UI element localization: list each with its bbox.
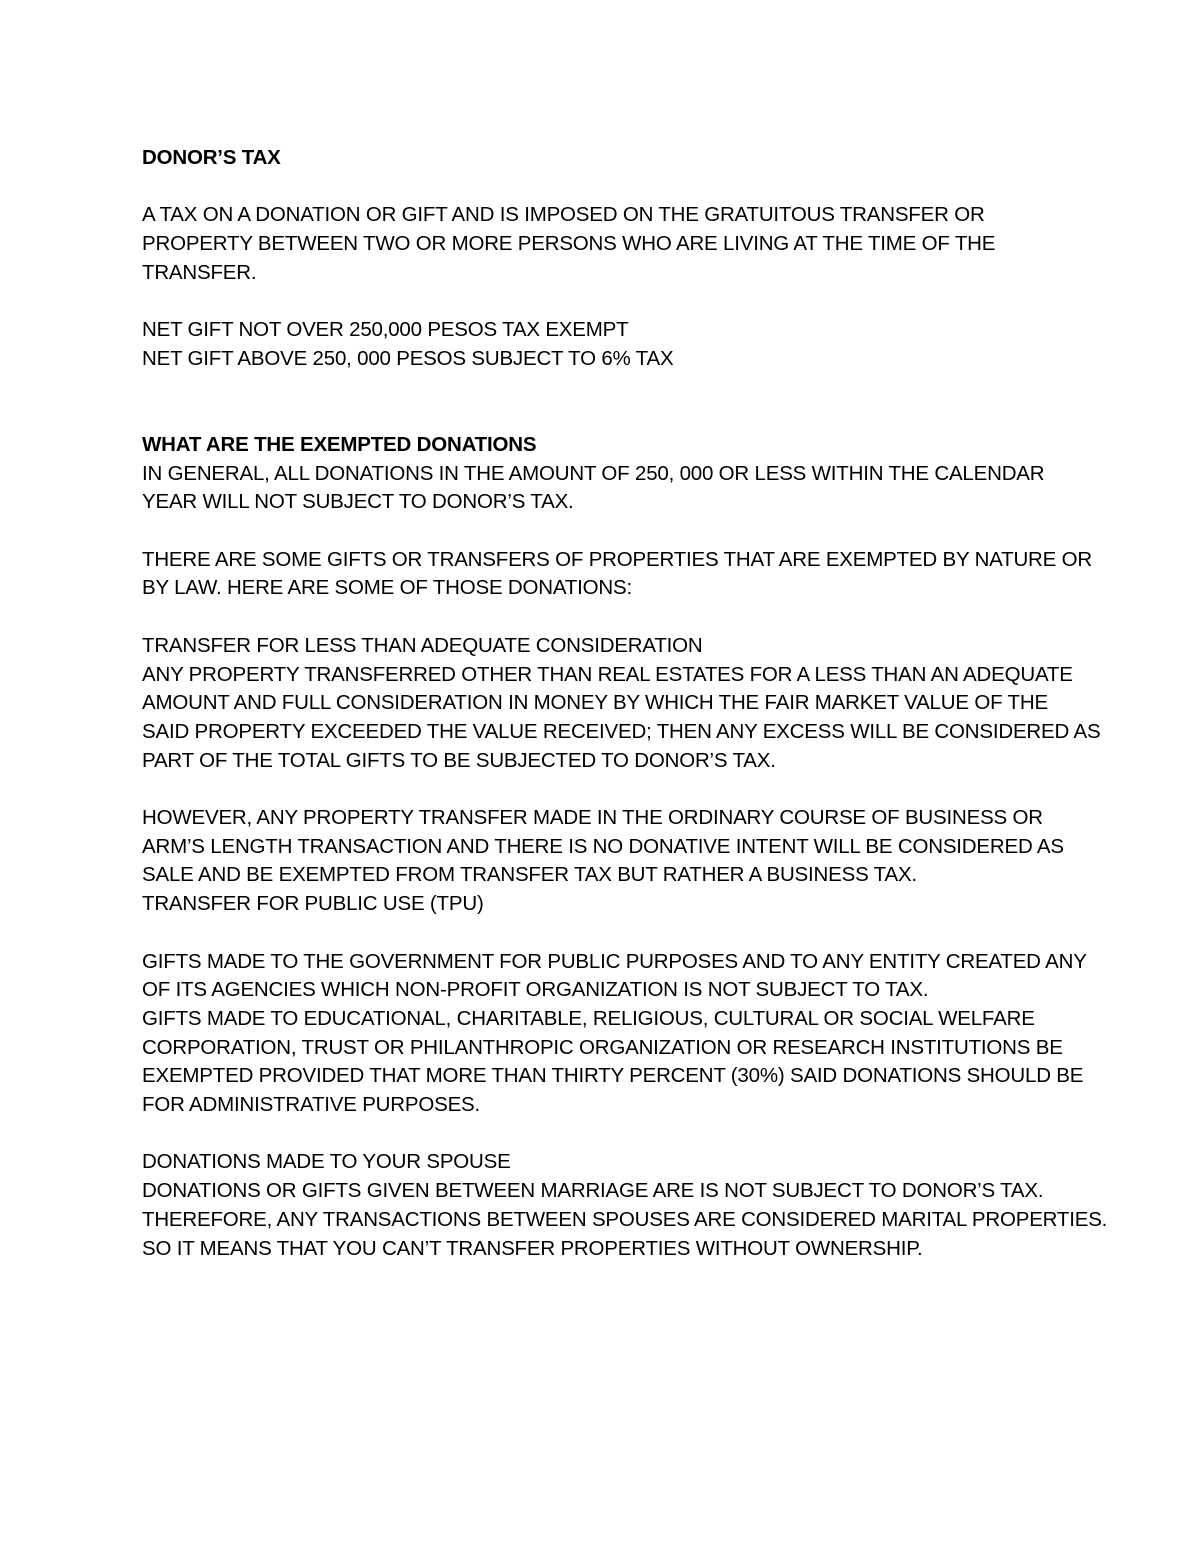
intro-paragraph (142, 201, 1082, 287)
paragraph-gap (142, 374, 1082, 403)
text-line: DONATIONS OR GIFTS GIVEN BETWEEN MARRIAGE ARE IS NOT SUBJECT TO DONOR’S TAX. (142, 1179, 1044, 1203)
text-line: EXEMPTED PROVIDED THAT MORE THAN THIRTY PERCENT (30%) SAID DONATIONS SHOULD BE (142, 1064, 1084, 1088)
text-line: THERE ARE SOME GIFTS OR TRANSFERS OF PROPERTIES THAT ARE EXEMPTED BY NATURE OR (142, 547, 1092, 571)
text-line: HOWEVER, ANY PROPERTY TRANSFER MADE IN THE ORDINARY COURSE OF BUSINESS OR (142, 806, 1043, 830)
exempted-heading: WHAT ARE THE EXEMPTED DONATIONS (142, 432, 537, 456)
paragraph-gap (142, 1120, 1082, 1149)
text-line: SAID PROPERTY EXCEEDED THE VALUE RECEIVED; THEN ANY EXCESS WILL BE CONSIDERED AS (142, 719, 1101, 743)
document-body (142, 144, 1108, 1263)
exempted-general-paragraph (142, 460, 1082, 517)
text-line: OF ITS AGENCIES WHICH NON-PROFIT ORGANIZATION IS NOT SUBJECT TO TAX. (142, 978, 929, 1002)
exempted-nature-paragraph (142, 546, 1092, 603)
paragraph-gap (142, 603, 1082, 632)
text-line: GIFTS MADE TO THE GOVERNMENT FOR PUBLIC PURPOSES AND TO ANY ENTITY CREATED ANY (142, 949, 1087, 973)
text-line: SALE AND BE EXEMPTED FROM TRANSFER TAX BUT RATHER A BUSINESS TAX. (142, 863, 917, 887)
text-line: FOR ADMINISTRATIVE PURPOSES. (142, 1093, 481, 1117)
spouse-paragraph (142, 1148, 1108, 1263)
text-line: NET GIFT ABOVE 250, 000 PESOS SUBJECT TO 6% TAX (142, 346, 674, 370)
text-line: PART OF THE TOTAL GIFTS TO BE SUBJECTED TO DONOR’S TAX. (142, 748, 776, 772)
document-title: DONOR’S TAX (142, 146, 281, 169)
text-line: GIFTS MADE TO EDUCATIONAL, CHARITABLE, RELIGIOUS, CULTURAL OR SOCIAL WELFARE (142, 1006, 1035, 1030)
text-line: IN GENERAL, ALL DONATIONS IN THE AMOUNT OF 250, 000 OR LESS WITHIN THE CALENDAR (142, 461, 1045, 485)
text-line: A TAX ON A DONATION OR GIFT AND IS IMPOSED ON THE GRATUITOUS TRANSFER OR (142, 203, 985, 227)
paragraph-gap (142, 517, 1082, 546)
paragraph-gap (142, 173, 1082, 202)
text-line: ANY PROPERTY TRANSFERRED OTHER THAN REAL ESTATES FOR A LESS THAN AN ADEQUATE (142, 662, 1073, 686)
text-line: TRANSFER. (142, 260, 257, 284)
text-line: BY LAW. HERE ARE SOME OF THOSE DONATIONS: (142, 576, 632, 600)
text-line: AMOUNT AND FULL CONSIDERATION IN MONEY BY WHICH THE FAIR MARKET VALUE OF THE (142, 691, 1048, 715)
rates-paragraph (142, 316, 1082, 373)
text-line: PROPERTY BETWEEN TWO OR MORE PERSONS WHO ARE LIVING AT THE TIME OF THE (142, 232, 996, 256)
paragraph-gap (142, 288, 1082, 317)
text-line: SO IT MEANS THAT YOU CAN’T TRANSFER PROPERTIES WITHOUT OWNERSHIP. (142, 1236, 923, 1260)
paragraph-gap (142, 775, 1082, 804)
inadequate-consideration-paragraph (142, 632, 1101, 776)
text-line: TRANSFER FOR LESS THAN ADEQUATE CONSIDERATION (142, 633, 703, 657)
text-line: TRANSFER FOR PUBLIC USE (TPU) (142, 892, 484, 916)
however-paragraph (142, 804, 1082, 919)
text-line: YEAR WILL NOT SUBJECT TO DONOR’S TAX. (142, 490, 574, 514)
paragraph-gap (142, 402, 1082, 431)
text-line: THEREFORE, ANY TRANSACTIONS BETWEEN SPOUSES ARE CONSIDERED MARITAL PROPERTIES. (142, 1207, 1108, 1231)
text-line: ARM’S LENGTH TRANSACTION AND THERE IS NO DONATIVE INTENT WILL BE CONSIDERED AS (142, 834, 1064, 858)
public-use-paragraph (142, 948, 1087, 1120)
text-line: CORPORATION, TRUST OR PHILANTHROPIC ORGANIZATION OR RESEARCH INSTITUTIONS BE (142, 1035, 1063, 1059)
paragraph-gap (142, 919, 1082, 948)
text-line: NET GIFT NOT OVER 250,000 PESOS TAX EXEMPT (142, 318, 629, 342)
text-line: DONATIONS MADE TO YOUR SPOUSE (142, 1150, 511, 1174)
